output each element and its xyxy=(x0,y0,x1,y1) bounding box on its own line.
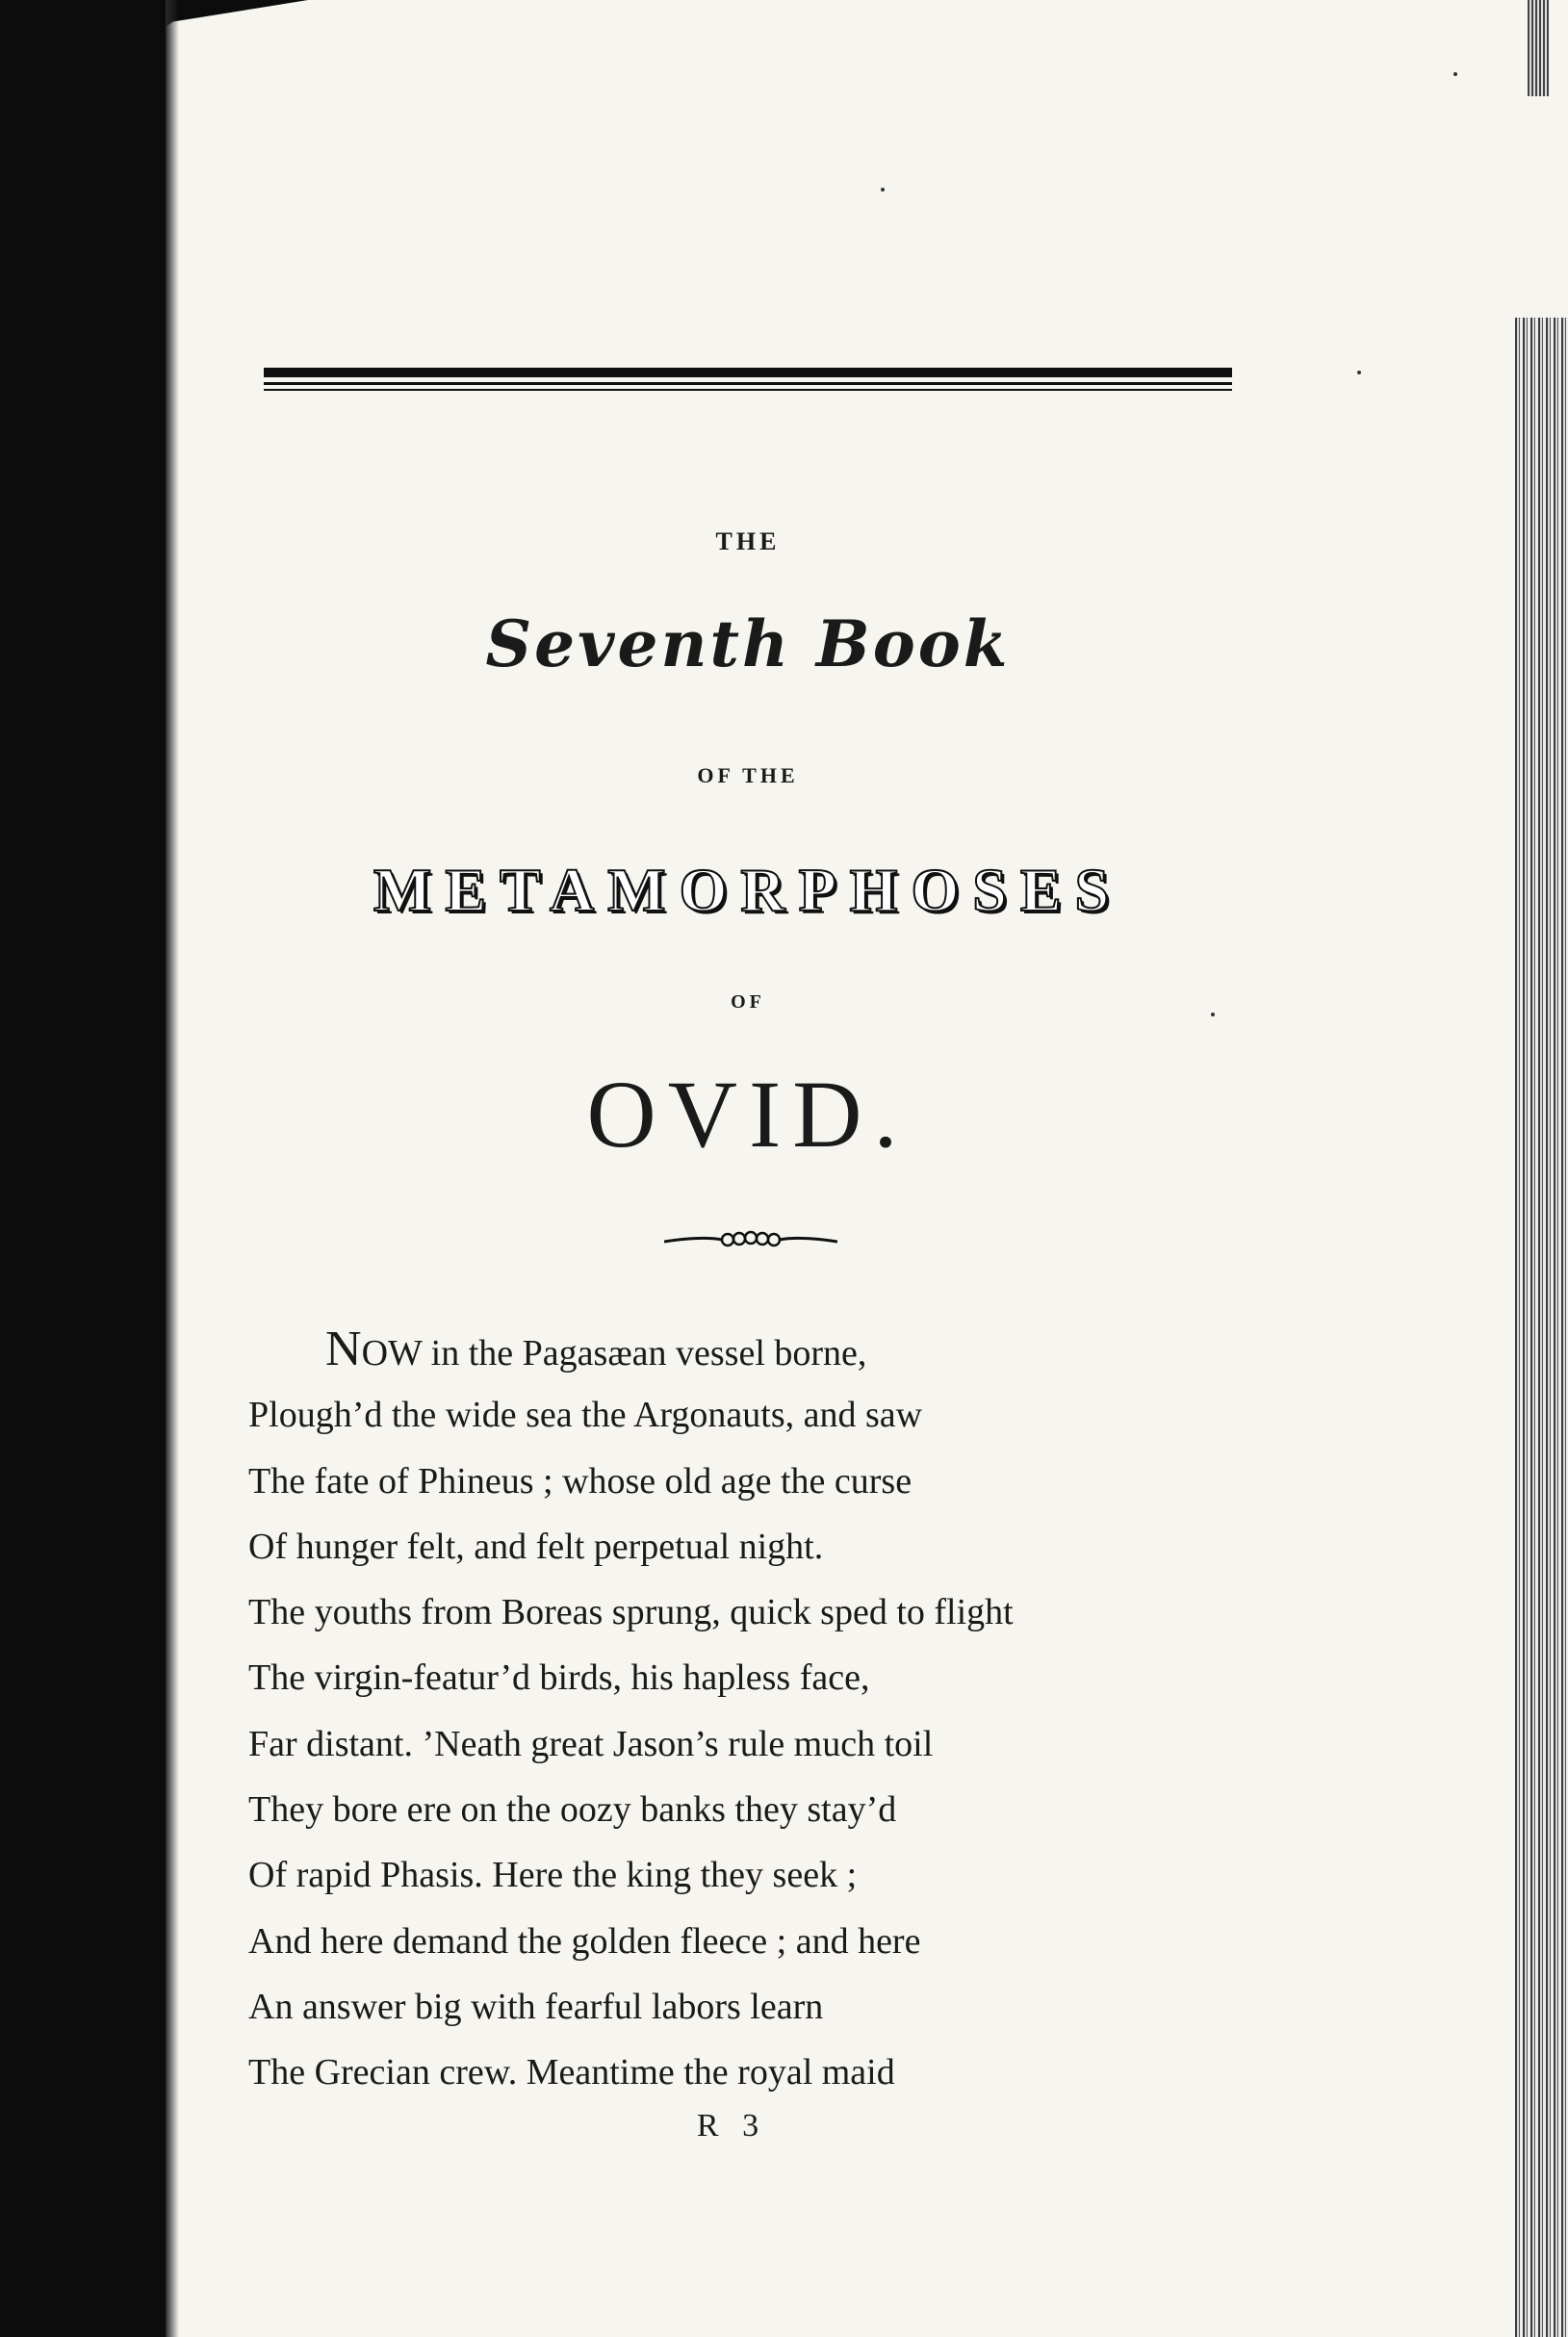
poem-line: The youths from Boreas sprung, quick sped to flight xyxy=(248,1592,1014,1633)
page-edge-top xyxy=(1528,0,1549,96)
speck xyxy=(1211,1013,1215,1016)
page-edge-stack xyxy=(1515,318,1568,2337)
header-rule xyxy=(264,368,1232,393)
heading-of-the: OF THE xyxy=(697,763,799,787)
poem-line: Plough’d the wide sea the Argonauts, and saw xyxy=(248,1395,923,1436)
binding-shadow xyxy=(0,0,166,2337)
poem-line: The virgin-featur’d birds, his hapless face, xyxy=(248,1657,870,1699)
poem-line: They bore ere on the oozy banks they stay’d xyxy=(248,1789,897,1831)
poem-line: An answer big with fearful labors learn xyxy=(248,1986,824,2027)
author-name: OVID. xyxy=(586,1061,910,1168)
speck xyxy=(1453,72,1457,76)
speck xyxy=(1357,371,1361,374)
work-title: METAMORPHOSES xyxy=(373,856,1123,924)
ornament-divider xyxy=(664,1226,837,1255)
poem-line: Of hunger felt, and felt perpetual night. xyxy=(248,1526,824,1567)
signature-mark: R 3 xyxy=(696,2108,767,2144)
poem-line: NOW in the Pagasæan vessel borne, xyxy=(325,1322,867,1376)
poem-text xyxy=(248,1317,1211,2106)
poem-line: The fate of Phineus ; whose old age the curse xyxy=(248,1460,913,1502)
book-title: Seventh Book xyxy=(485,606,1011,681)
poem-line: And here demand the golden fleece ; and here xyxy=(248,1920,921,1962)
heading-of: OF xyxy=(731,991,765,1013)
poem-line: Far distant. ’Neath great Jason’s rule much toil xyxy=(248,1723,934,1764)
heading-the: THE xyxy=(715,527,781,555)
poem-line: Of rapid Phasis. Here the king they seek ; xyxy=(248,1855,858,1896)
drop-cap: N xyxy=(325,1322,362,1376)
speck xyxy=(881,188,885,192)
binding-fade xyxy=(166,0,179,2337)
poem-line: The Grecian crew. Meantime the royal maid xyxy=(248,2052,895,2093)
